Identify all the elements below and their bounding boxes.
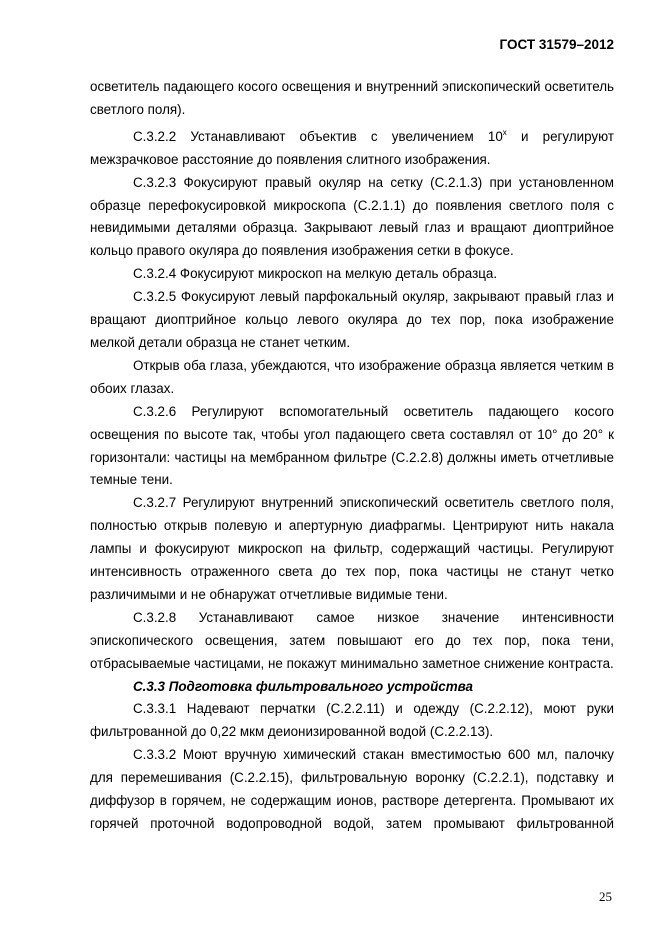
paragraph-c-3-2-4: С.3.2.4 Фокусируют микроскоп на мелкую деталь образца. xyxy=(133,266,498,282)
paragraph-both-eyes: Открыв оба глаза, убеждаются, что изображение образца является четким в обоих глазах. xyxy=(90,357,614,396)
paragraph-continuation: осветитель падающего косого освещения и внутренний эпископический осветитель светлого поля). xyxy=(90,79,614,117)
paragraph-c-3-2-5: С.3.2.5 Фокусируют левый парфокальный окуляр, закрывают правый глаз и вращают диоптрийное кольцо левого окуляра до тех пор, пока изображение мелкой детали образца не станет четким. xyxy=(90,289,614,350)
paragraph-c-3-2-7: С.3.2.7 Регулируют внутренний эпископический осветитель светлого поля, полностью открыв полевую и апертурную диафрагмы. Центрируют нить накала лампы и фокусируют микроскоп на фильтр, содержащий частицы. Регулируют интенсивность отраженного света до тех пор, пока частицы не станут четко различимыми и не обнаружат отчетливые видимые тени. xyxy=(90,495,614,602)
paragraph-c-3-3-2: С.3.3.2 Моют вручную химический стакан вместимостью 600 мл, палочку для перемешивания (С.2.2.15), фильтровальную воронку (С.2.2.1), подставку и диффузор в горячем, не содержащим ионов, растворе детергента. Промывают их горячей проточной водопроводной водой, затем промывают фильтрованной xyxy=(90,747,614,831)
paragraph-text-end: и регулируют межзрачковое расстояние до появления слитного изображения. xyxy=(90,128,614,167)
paragraph-text-start: С.3.2.2 Устанавливают объектив с увеличением 10 xyxy=(133,128,503,144)
paragraph-c-3-2-3: С.3.2.3 Фокусируют правый окуляр на сетку (С.2.1.3) при установленном образце перефокусировкой микроскопа (С.2.1.1) до появления светлого поля с невидимыми деталями образца. Закрывают левый глаз и вращают диоптрийное кольцо правого окуляра до появления изображения сетки в фокусе. xyxy=(90,174,614,259)
page-number: 25 xyxy=(599,889,612,904)
superscript-x: х xyxy=(502,127,507,137)
document-body xyxy=(90,76,614,836)
paragraph-c-3-2-8: С.3.2.8 Устанавливают самое низкое значение интенсивности эпископического освещения, затем повышают его до тех пор, пока тени, отбрасываемые частицами, не покажут минимально заметное снижение контраста. xyxy=(90,609,614,671)
document-header: ГОСТ 31579–2012 xyxy=(499,37,614,52)
paragraph-c-3-2-6: С.3.2.6 Регулируют вспомогательный осветитель падающего косого освещения по высоте так, чтобы угол падающего света составлял от 10° до 20° к горизонтали: частицы на мембранном фильтре (С.2.2.8) должны иметь отчетливые темные тени. xyxy=(90,403,614,488)
paragraph-c-3-2-2 xyxy=(90,122,614,172)
paragraph-c-3-3-1: С.3.3.1 Надевают перчатки (С.2.2.11) и одежду (С.2.2.12), моют руки фильтрованной до 0,22 мкм деионизированной водой (С.2.2.13). xyxy=(90,701,614,740)
section-heading-c-3-3: С.3.3 Подготовка фильтровального устройства xyxy=(133,678,473,694)
